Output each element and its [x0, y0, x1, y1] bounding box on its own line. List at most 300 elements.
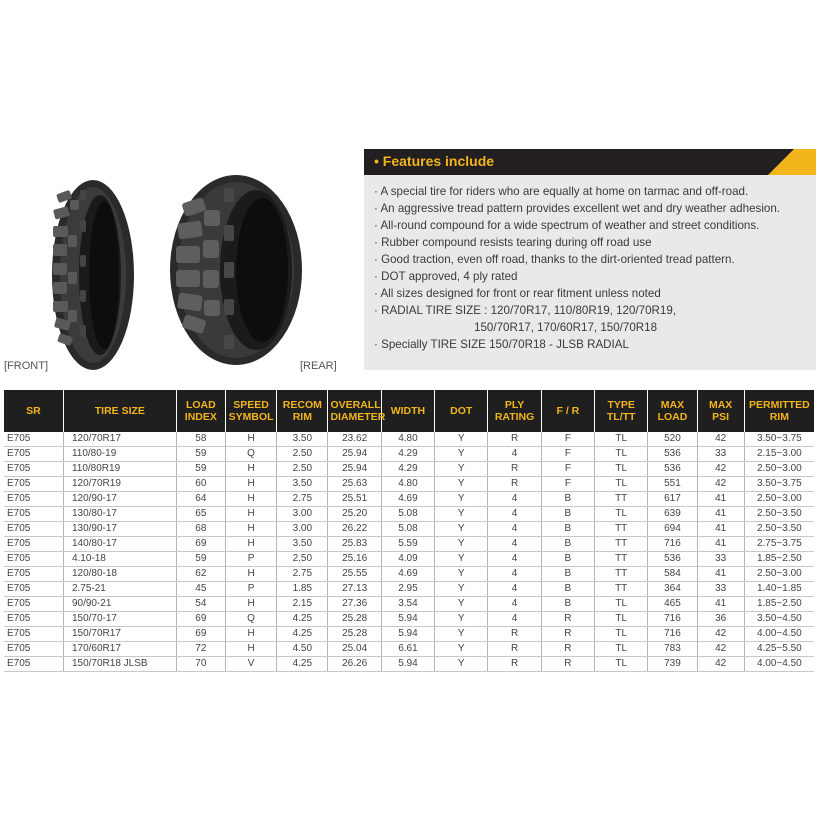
cell-sr: E705: [4, 492, 63, 507]
col-header-text: PSI: [712, 411, 730, 423]
cell-speed-symbol: H: [225, 627, 276, 642]
table-row: [4, 612, 814, 627]
feature-item: · All sizes designed for front or rear fitment unless noted: [374, 287, 661, 300]
features-panel: [364, 175, 816, 370]
table-row: [4, 537, 814, 552]
cell-recom-rim: 2.50: [277, 552, 328, 567]
cell-ply-rating: 4: [488, 492, 541, 507]
cell-tire-size: 120/90-17: [63, 492, 176, 507]
cell-type: TT: [595, 522, 648, 537]
cell-tire-size: 150/70R18 JLSB: [63, 657, 176, 672]
cell-type: TL: [595, 612, 648, 627]
feature-item: · An aggressive tread pattern provides excellent wet and dry weather adhesion.: [374, 202, 781, 215]
table-header-row: [4, 390, 814, 432]
cell-tire-size: 150/70R17: [63, 627, 176, 642]
accent-stripe: [768, 149, 816, 175]
cell-f-r: B: [541, 537, 594, 552]
cell-tire-size: 120/80-18: [63, 567, 176, 582]
cell-recom-rim: 3.00: [277, 507, 328, 522]
cell-max-load: 536: [648, 462, 697, 477]
cell-overall-diameter: 25.28: [328, 612, 381, 627]
cell-permitted-rim: 2.15~3.00: [744, 447, 814, 462]
cell-load-index: 68: [176, 522, 225, 537]
cell-max-load: 694: [648, 522, 697, 537]
cell-max-psi: 33: [697, 552, 744, 567]
col-header-ply-rating: [488, 390, 541, 432]
cell-sr: E705: [4, 582, 63, 597]
col-header-text: RATING: [494, 411, 535, 423]
cell-permitted-rim: 3.50~3.75: [744, 432, 814, 447]
cell-max-psi: 42: [697, 462, 744, 477]
cell-f-r: B: [541, 567, 594, 582]
cell-recom-rim: 2.75: [277, 492, 328, 507]
table-row: [4, 462, 814, 477]
cell-load-index: 59: [176, 462, 225, 477]
cell-max-psi: 42: [697, 657, 744, 672]
cell-permitted-rim: 2.50~3.50: [744, 522, 814, 537]
cell-f-r: F: [541, 432, 594, 447]
table-row: [4, 522, 814, 537]
col-header-recom-rim: [277, 390, 328, 432]
cell-overall-diameter: 25.20: [328, 507, 381, 522]
cell-tire-size: 90/90-21: [63, 597, 176, 612]
cell-load-index: 64: [176, 492, 225, 507]
cell-ply-rating: R: [488, 432, 541, 447]
col-header-max-psi: [697, 390, 744, 432]
cell-overall-diameter: 27.13: [328, 582, 381, 597]
cell-max-load: 617: [648, 492, 697, 507]
cell-recom-rim: 3.50: [277, 477, 328, 492]
cell-max-psi: 41: [697, 537, 744, 552]
cell-permitted-rim: 2.50~3.00: [744, 567, 814, 582]
cell-f-r: F: [541, 462, 594, 477]
cell-ply-rating: R: [488, 657, 541, 672]
cell-width: 5.94: [381, 627, 434, 642]
cell-dot: Y: [435, 432, 488, 447]
cell-dot: Y: [435, 642, 488, 657]
col-header-text: MAX: [660, 399, 685, 411]
cell-width: 4.29: [381, 462, 434, 477]
cell-f-r: R: [541, 642, 594, 657]
cell-max-load: 536: [648, 447, 697, 462]
cell-ply-rating: R: [488, 462, 541, 477]
cell-speed-symbol: H: [225, 477, 276, 492]
cell-width: 5.94: [381, 612, 434, 627]
cell-load-index: 69: [176, 612, 225, 627]
cell-ply-rating: R: [488, 627, 541, 642]
cell-max-load: 716: [648, 627, 697, 642]
cell-width: 5.59: [381, 537, 434, 552]
cell-type: TL: [595, 642, 648, 657]
cell-speed-symbol: H: [225, 522, 276, 537]
col-header-overall-diameter: [328, 390, 386, 432]
cell-speed-symbol: H: [225, 507, 276, 522]
cell-width: 5.08: [381, 507, 434, 522]
cell-sr: E705: [4, 627, 63, 642]
cell-sr: E705: [4, 507, 63, 522]
cell-type: TT: [595, 567, 648, 582]
cell-type: TL: [595, 432, 648, 447]
cell-f-r: R: [541, 627, 594, 642]
cell-sr: E705: [4, 552, 63, 567]
rear-tire-label: [REAR]: [300, 360, 337, 372]
cell-type: TT: [595, 582, 648, 597]
cell-recom-rim: 3.50: [277, 432, 328, 447]
col-header-type: [595, 390, 648, 432]
cell-width: 6.61: [381, 642, 434, 657]
col-header-text: LOAD: [185, 399, 216, 411]
cell-ply-rating: 4: [488, 537, 541, 552]
cell-dot: Y: [435, 657, 488, 672]
cell-tire-size: 140/80-17: [63, 537, 176, 552]
feature-item: · Good traction, even off road, thanks to the dirt-oriented tread pattern.: [374, 253, 735, 266]
cell-max-psi: 41: [697, 507, 744, 522]
cell-speed-symbol: H: [225, 537, 276, 552]
cell-f-r: R: [541, 612, 594, 627]
cell-recom-rim: 4.25: [277, 627, 328, 642]
table-row: [4, 552, 814, 567]
col-header-text: DOT: [450, 405, 473, 417]
cell-load-index: 65: [176, 507, 225, 522]
feature-item: · Specially TIRE SIZE 150/70R18 - JLSB RADIAL: [374, 338, 629, 351]
cell-tire-size: 2.75-21: [63, 582, 176, 597]
cell-sr: E705: [4, 447, 63, 462]
cell-max-psi: 42: [697, 627, 744, 642]
cell-ply-rating: 4: [488, 507, 541, 522]
col-header-load-index: [176, 390, 225, 432]
cell-load-index: 59: [176, 447, 225, 462]
cell-type: TL: [595, 597, 648, 612]
col-header-max-load: [648, 390, 697, 432]
table-row: [4, 507, 814, 522]
cell-overall-diameter: 25.83: [328, 537, 381, 552]
cell-type: TT: [595, 537, 648, 552]
cell-sr: E705: [4, 537, 63, 552]
col-header-text: LOAD: [657, 411, 688, 423]
col-header-text: RECOM: [282, 399, 322, 411]
col-header-speed-symbol: [225, 390, 276, 432]
cell-permitted-rim: 1.40~1.85: [744, 582, 814, 597]
cell-sr: E705: [4, 597, 63, 612]
cell-type: TL: [595, 447, 648, 462]
cell-dot: Y: [435, 612, 488, 627]
cell-dot: Y: [435, 597, 488, 612]
cell-type: TL: [595, 507, 648, 522]
cell-ply-rating: 4: [488, 522, 541, 537]
cell-permitted-rim: 2.75~3.75: [744, 537, 814, 552]
table-row: [4, 642, 814, 657]
cell-width: 4.80: [381, 477, 434, 492]
cell-dot: Y: [435, 522, 488, 537]
cell-dot: Y: [435, 567, 488, 582]
cell-speed-symbol: Q: [225, 447, 276, 462]
cell-load-index: 59: [176, 552, 225, 567]
cell-tire-size: 150/70-17: [63, 612, 176, 627]
cell-recom-rim: 4.25: [277, 657, 328, 672]
cell-tire-size: 110/80-19: [63, 447, 176, 462]
cell-speed-symbol: Q: [225, 612, 276, 627]
cell-speed-symbol: H: [225, 492, 276, 507]
cell-max-psi: 42: [697, 642, 744, 657]
col-header-text: MAX: [708, 399, 733, 411]
cell-f-r: B: [541, 492, 594, 507]
features-header: [364, 149, 816, 175]
cell-type: TT: [595, 552, 648, 567]
cell-tire-size: 120/70R19: [63, 477, 176, 492]
col-header-permitted-rim: [744, 390, 814, 432]
cell-speed-symbol: P: [225, 582, 276, 597]
cell-dot: Y: [435, 552, 488, 567]
cell-speed-symbol: V: [225, 657, 276, 672]
front-tire-image: [52, 180, 134, 370]
cell-dot: Y: [435, 462, 488, 477]
cell-max-load: 465: [648, 597, 697, 612]
cell-dot: Y: [435, 627, 488, 642]
cell-speed-symbol: P: [225, 552, 276, 567]
cell-load-index: 62: [176, 567, 225, 582]
col-header-text: DIAMETER: [330, 411, 386, 423]
cell-max-load: 520: [648, 432, 697, 447]
cell-tire-size: 4.10-18: [63, 552, 176, 567]
cell-sr: E705: [4, 612, 63, 627]
rear-tire-image: [170, 175, 302, 365]
cell-overall-diameter: 25.94: [328, 447, 381, 462]
cell-speed-symbol: H: [225, 642, 276, 657]
cell-load-index: 70: [176, 657, 225, 672]
col-header-text: OVERALL: [330, 399, 381, 411]
cell-width: 4.80: [381, 432, 434, 447]
cell-type: TL: [595, 657, 648, 672]
cell-type: TL: [595, 477, 648, 492]
cell-f-r: R: [541, 657, 594, 672]
cell-f-r: B: [541, 507, 594, 522]
cell-recom-rim: 1.85: [277, 582, 328, 597]
table-body: [4, 432, 814, 672]
cell-tire-size: 120/70R17: [63, 432, 176, 447]
cell-ply-rating: 4: [488, 582, 541, 597]
cell-max-psi: 41: [697, 567, 744, 582]
col-header-sr: [4, 390, 63, 432]
cell-load-index: 69: [176, 537, 225, 552]
cell-sr: E705: [4, 522, 63, 537]
cell-ply-rating: R: [488, 477, 541, 492]
col-header-text: F / R: [556, 405, 580, 417]
table-row: [4, 477, 814, 492]
cell-max-load: 536: [648, 552, 697, 567]
cell-max-psi: 41: [697, 597, 744, 612]
cell-overall-diameter: 25.55: [328, 567, 381, 582]
col-header-width: [381, 390, 434, 432]
cell-permitted-rim: 2.50~3.00: [744, 492, 814, 507]
cell-type: TL: [595, 462, 648, 477]
col-header-tire-size: [63, 390, 176, 432]
col-header-text: TYPE: [607, 399, 635, 411]
cell-tire-size: 130/80-17: [63, 507, 176, 522]
cell-dot: Y: [435, 477, 488, 492]
col-header-text: WIDTH: [390, 405, 426, 417]
cell-max-load: 716: [648, 612, 697, 627]
col-header-text: RIM: [292, 411, 312, 423]
cell-permitted-rim: 4.00~4.50: [744, 627, 814, 642]
cell-max-psi: 36: [697, 612, 744, 627]
cell-permitted-rim: 2.50~3.50: [744, 507, 814, 522]
cell-width: 5.08: [381, 522, 434, 537]
cell-f-r: F: [541, 447, 594, 462]
col-header-text: SR: [26, 405, 41, 417]
cell-recom-rim: 3.00: [277, 522, 328, 537]
cell-max-psi: 42: [697, 432, 744, 447]
cell-dot: Y: [435, 537, 488, 552]
cell-load-index: 54: [176, 597, 225, 612]
cell-f-r: B: [541, 582, 594, 597]
cell-load-index: 58: [176, 432, 225, 447]
col-header-text: SPEED: [233, 399, 269, 411]
cell-width: 3.54: [381, 597, 434, 612]
cell-type: TL: [595, 627, 648, 642]
cell-max-load: 739: [648, 657, 697, 672]
cell-recom-rim: 4.50: [277, 642, 328, 657]
cell-dot: Y: [435, 492, 488, 507]
cell-width: 4.09: [381, 552, 434, 567]
cell-overall-diameter: 25.04: [328, 642, 381, 657]
feature-item: · RADIAL TIRE SIZE : 120/70R17, 110/80R19, 120/70R19,: [374, 304, 677, 317]
col-header-text: INDEX: [184, 411, 217, 423]
cell-overall-diameter: 25.16: [328, 552, 381, 567]
col-header-text: PLY: [504, 399, 525, 411]
cell-f-r: F: [541, 477, 594, 492]
tire-images: [0, 170, 345, 380]
cell-max-psi: 41: [697, 522, 744, 537]
cell-max-psi: 41: [697, 492, 744, 507]
cell-dot: Y: [435, 582, 488, 597]
col-header-text: RIM: [769, 411, 789, 423]
cell-permitted-rim: 3.50~4.50: [744, 612, 814, 627]
cell-f-r: B: [541, 522, 594, 537]
cell-max-load: 584: [648, 567, 697, 582]
cell-sr: E705: [4, 657, 63, 672]
feature-item: · Rubber compound resists tearing during off road use: [374, 236, 652, 249]
col-header-text: TIRE SIZE: [94, 405, 145, 417]
table-row: [4, 447, 814, 462]
cell-f-r: B: [541, 552, 594, 567]
feature-item: · All-round compound for a wide spectrum of weather and street conditions.: [374, 219, 760, 232]
cell-permitted-rim: 1.85~2.50: [744, 597, 814, 612]
cell-permitted-rim: 4.25~5.50: [744, 642, 814, 657]
cell-overall-diameter: 27.36: [328, 597, 381, 612]
cell-max-psi: 33: [697, 582, 744, 597]
cell-width: 2.95: [381, 582, 434, 597]
col-header-text: SYMBOL: [228, 411, 274, 423]
cell-recom-rim: 2.15: [277, 597, 328, 612]
cell-permitted-rim: 2.50~3.00: [744, 462, 814, 477]
cell-speed-symbol: H: [225, 462, 276, 477]
feature-item-continued-text: 150/70R17, 170/60R17, 150/70R18: [474, 321, 658, 334]
cell-f-r: B: [541, 597, 594, 612]
cell-width: 4.69: [381, 567, 434, 582]
cell-sr: E705: [4, 642, 63, 657]
cell-speed-symbol: H: [225, 597, 276, 612]
cell-tire-size: 110/80R19: [63, 462, 176, 477]
cell-load-index: 60: [176, 477, 225, 492]
cell-recom-rim: 2.50: [277, 462, 328, 477]
cell-load-index: 45: [176, 582, 225, 597]
cell-ply-rating: 4: [488, 447, 541, 462]
cell-dot: Y: [435, 447, 488, 462]
table-row: [4, 582, 814, 597]
cell-overall-diameter: 23.62: [328, 432, 381, 447]
table-row: [4, 567, 814, 582]
col-header-dot: [435, 390, 488, 432]
cell-sr: E705: [4, 567, 63, 582]
cell-recom-rim: 3.50: [277, 537, 328, 552]
cell-overall-diameter: 26.22: [328, 522, 381, 537]
cell-recom-rim: 2.75: [277, 567, 328, 582]
features-list: [364, 175, 816, 353]
cell-sr: E705: [4, 432, 63, 447]
cell-width: 4.29: [381, 447, 434, 462]
cell-max-load: 364: [648, 582, 697, 597]
table-row: [4, 432, 814, 447]
cell-permitted-rim: 1.85~2.50: [744, 552, 814, 567]
feature-item: · A special tire for riders who are equally at home on tarmac and off-road.: [374, 185, 749, 198]
cell-recom-rim: 2.50: [277, 447, 328, 462]
cell-ply-rating: 4: [488, 567, 541, 582]
cell-sr: E705: [4, 462, 63, 477]
cell-load-index: 72: [176, 642, 225, 657]
cell-dot: Y: [435, 507, 488, 522]
cell-permitted-rim: 3.50~3.75: [744, 477, 814, 492]
cell-overall-diameter: 25.94: [328, 462, 381, 477]
cell-permitted-rim: 4.00~4.50: [744, 657, 814, 672]
cell-max-load: 551: [648, 477, 697, 492]
spec-table: [4, 390, 814, 672]
cell-recom-rim: 4.25: [277, 612, 328, 627]
cell-speed-symbol: H: [225, 567, 276, 582]
table-row: [4, 627, 814, 642]
col-header-f-r: [541, 390, 594, 432]
cell-ply-rating: 4: [488, 597, 541, 612]
cell-overall-diameter: 25.63: [328, 477, 381, 492]
cell-width: 5.94: [381, 657, 434, 672]
cell-tire-size: 130/90-17: [63, 522, 176, 537]
cell-width: 4.69: [381, 492, 434, 507]
feature-item-continued: [374, 319, 816, 336]
cell-max-load: 639: [648, 507, 697, 522]
cell-ply-rating: 4: [488, 612, 541, 627]
feature-item: · DOT approved, 4 ply rated: [374, 270, 518, 283]
cell-type: TT: [595, 492, 648, 507]
cell-overall-diameter: 25.51: [328, 492, 381, 507]
cell-max-psi: 33: [697, 447, 744, 462]
col-header-text: TL/TT: [606, 411, 636, 423]
cell-sr: E705: [4, 477, 63, 492]
cell-ply-rating: R: [488, 642, 541, 657]
cell-overall-diameter: 25.28: [328, 627, 381, 642]
table-row: [4, 597, 814, 612]
cell-overall-diameter: 26.26: [328, 657, 381, 672]
cell-speed-symbol: H: [225, 432, 276, 447]
cell-load-index: 69: [176, 627, 225, 642]
table-row: [4, 657, 814, 672]
table-row: [4, 492, 814, 507]
features-title: • Features include: [374, 153, 495, 169]
cell-tire-size: 170/60R17: [63, 642, 176, 657]
cell-max-load: 716: [648, 537, 697, 552]
cell-ply-rating: 4: [488, 552, 541, 567]
cell-max-load: 783: [648, 642, 697, 657]
front-tire-label: [FRONT]: [4, 360, 48, 372]
cell-max-psi: 42: [697, 477, 744, 492]
